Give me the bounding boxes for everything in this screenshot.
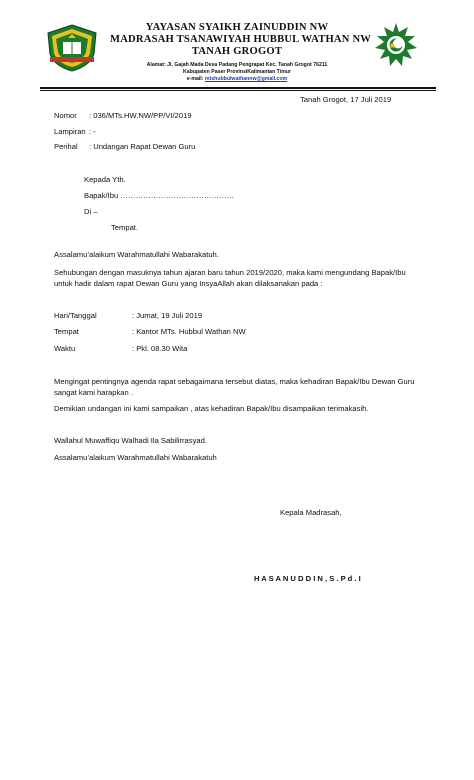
- recipient-line-2: Bapak/Ibu ………………………………………: [84, 191, 235, 200]
- closing-line-2: Assalamu’alaikum Warahmatullahi Wabarakatuh: [54, 453, 217, 462]
- recipient-line-1: Kepada Yth.: [84, 175, 126, 184]
- meta-label-nomor: Nomor: [54, 111, 77, 120]
- letterhead-rule-thin: [40, 90, 436, 91]
- detail-value-place: : Kantor MTs. Hubbul Wathan NW: [132, 327, 246, 336]
- meta-label-perihal: Perihal: [54, 142, 78, 151]
- meta-value-lampiran: : -: [89, 127, 96, 136]
- school-regency: Kabupaten Paser ProvinsiKalimantan Timur: [182, 69, 291, 75]
- detail-label-date: Hari/Tanggal: [54, 311, 97, 320]
- detail-value-time: : Pkl. 08.30 Wita: [132, 344, 188, 353]
- body-paragraph-2: Demikian undangan ini kami sampaikan , atas kehadiran Bapak/Ibu disampaikan terimakasih.: [54, 404, 369, 413]
- school-email: [110, 76, 364, 83]
- meta-label-lampiran: Lampiran: [54, 127, 86, 136]
- intro-paragraph: Sehubungan dengan masuknya tahun ajaran baru tahun 2019/2020, maka kami mengundang Bapak/Ibu untuk hadir dalam rapat Dewan Guru yang InsyaAllah akan dilaksanakan pada :: [54, 268, 406, 288]
- school-address: Alamat: Jl. Gajah Mada Desa Padang Pengrapat Kec. Tanah Grogot 76211: [146, 62, 328, 68]
- recipient-line-4: Tempat.: [111, 223, 139, 232]
- school-name: MADRASAH TSANAWIYAH HUBBUL WATHAN NW: [110, 34, 372, 45]
- email-link[interactable]: mtshubbulwathannw@gmail.com: [204, 76, 288, 82]
- foundation-name: YAYASAN SYAIKH ZAINUDDIN NW: [145, 22, 329, 33]
- meta-value-nomor: : 036/MTs.HW.NW/PP/VI/2019: [89, 111, 192, 120]
- email-label: e-mail:: [186, 76, 205, 82]
- school-location: TANAH GROGOT: [191, 46, 283, 57]
- letterhead-rule-thick: [40, 87, 436, 89]
- signature-name: H A S A N U D D I N , S . P d . I: [254, 574, 361, 583]
- madrasah-crest-icon: [46, 24, 98, 72]
- body-paragraph-1: Mengingat pentingnya agenda rapat sebagaimana tersebut diatas, maka kehadiran Bapak/Ibu Dewan Guru sangat kami harapkan .: [54, 377, 415, 397]
- letterhead: [110, 22, 372, 83]
- detail-label-time: Waktu: [54, 344, 76, 353]
- nahdlatul-wathan-star-emblem-icon: [372, 22, 420, 70]
- recipient-line-3: Di –: [84, 207, 98, 216]
- signature-title: Kepala Madrasah,: [280, 508, 342, 517]
- place-date: Tanah Grogot, 17 Juli 2019: [300, 95, 392, 104]
- meta-value-perihal: : Undangan Rapat Dewan Guru: [89, 142, 196, 151]
- greeting: Assalamu’alaikum Warahmatullahi Wabarakatuh.: [54, 250, 219, 259]
- closing-line-1: Wallahul Muwaffiqu Walhadi Ila Sabilirrasyad.: [54, 436, 207, 445]
- detail-label-place: Tempat: [54, 327, 79, 336]
- detail-value-date: : Jumat, 19 Juli 2019: [132, 311, 203, 320]
